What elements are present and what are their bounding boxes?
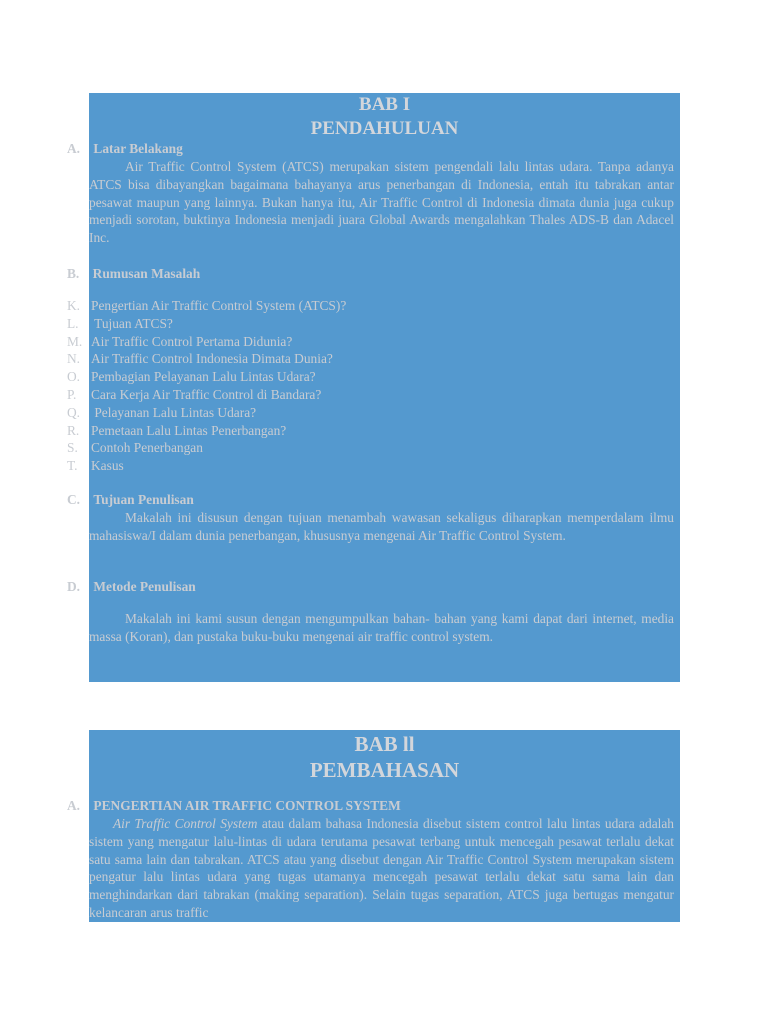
rumusan-item-text: Pemetaan Lalu Lintas Penerbangan? xyxy=(91,422,287,438)
rumusan-item xyxy=(67,297,346,315)
section-a-heading xyxy=(67,140,183,158)
section-c-text: Makalah ini disusun dengan tujuan menambah wawasan sekaligus diharapkan memperdalam ilmu mahasiswa/I dalam dunia penerbangan, khususnya mengenai Air Traffic Control System. xyxy=(89,510,674,543)
rumusan-item-letter: S. xyxy=(67,440,78,456)
section-c-letter: C. xyxy=(67,492,81,507)
rumusan-item xyxy=(67,368,316,386)
rumusan-item-letter: T. xyxy=(67,458,78,474)
rumusan-item xyxy=(67,404,256,422)
bab2-section-a-letter: A. xyxy=(67,798,81,813)
bab2-section-a-body: atau dalam bahasa Indonesia disebut sistem control lalu lintas udara adalah sistem yang mengatur lalu-lintas di udara terutama pesawat terbang untuk mencegah pesawat terlalu dekat satu sama lain dan tabrakan. ATCS atau yang disebut dengan Air Traffic Control System merupakan sistem pengatur lalu lintas udara yang tugas utamanya mencegah pesawat terlalu dekat satu sama lain dan menghindarkan dari tabrakan (making separation). Selain tugas separation, ATCS juga bertugas mengatur kelancaran arus traffic xyxy=(89,816,674,920)
rumusan-item-text: Air Traffic Control Pertama Didunia? xyxy=(91,333,293,349)
rumusan-item-letter: K. xyxy=(67,298,81,313)
rumusan-item xyxy=(67,350,333,368)
section-a-title: Latar Belakang xyxy=(93,141,183,156)
rumusan-item-letter: P. xyxy=(67,387,77,402)
section-d-heading xyxy=(67,578,196,596)
rumusan-item-text: Cara Kerja Air Traffic Control di Bandara? xyxy=(91,387,322,402)
rumusan-item-text: Kasus xyxy=(91,458,124,474)
section-b-heading xyxy=(67,265,200,283)
bab2-label: BAB ll xyxy=(354,732,415,756)
rumusan-item-letter: Q. xyxy=(67,404,81,420)
bab2-section-a-text xyxy=(89,815,674,921)
rumusan-item-text: Tujuan ATCS? xyxy=(91,315,173,331)
rumusan-item xyxy=(67,333,292,351)
rumusan-item xyxy=(67,422,286,440)
section-c-heading xyxy=(67,491,194,509)
bab1-label: BAB I xyxy=(358,94,411,115)
rumusan-item-letter: N. xyxy=(67,351,81,367)
bab1-title: PENDAHULUAN xyxy=(310,118,459,139)
section-c-title: Tujuan Penulisan xyxy=(93,492,194,507)
section-a-letter: A. xyxy=(67,141,81,156)
rumusan-item xyxy=(67,386,321,404)
rumusan-item-letter: O. xyxy=(67,369,81,385)
rumusan-item-text: Pembagian Pelayanan Lalu Lintas Udara? xyxy=(91,369,316,385)
rumusan-item-text: Air Traffic Control Indonesia Dimata Dunia? xyxy=(91,351,333,367)
italic-term: Air Traffic Control System xyxy=(113,816,258,831)
rumusan-item xyxy=(67,315,173,333)
rumusan-item xyxy=(67,439,203,457)
rumusan-item-text: Pengertian Air Traffic Control System (ATCS)? xyxy=(91,298,347,313)
section-b-title: Rumusan Masalah xyxy=(92,266,201,281)
section-d-title: Metode Penulisan xyxy=(93,579,196,594)
section-d-letter: D. xyxy=(67,579,81,594)
rumusan-item-text: Pelayanan Lalu Lintas Udara? xyxy=(91,404,257,420)
section-b-letter: B. xyxy=(67,266,80,281)
bab2-title: PEMBAHASAN xyxy=(309,758,460,782)
rumusan-item-letter: M. xyxy=(67,333,83,349)
bab2-section-a-title: PENGERTIAN AIR TRAFFIC CONTROL SYSTEM xyxy=(93,798,401,813)
rumusan-item-text: Contoh Penerbangan xyxy=(91,440,203,456)
rumusan-item-letter: R. xyxy=(67,422,80,438)
rumusan-item-letter: L. xyxy=(67,315,79,331)
section-a-text: Air Traffic Control System (ATCS) merupakan sistem pengendali lalu lintas udara. Tanpa adanya ATCS bisa dibayangkan bagaimana bahayanya arus penerbangan di Indonesia, entah itu tabrakan antar pesawat maupun yang lainnya. Bukan hanya itu, Air Traffic Control di Indonesia dimata dunia juga cukup menjadi sorotan, buktinya Indonesia menjadi juara Global Awards mengalahkan Thales ADS-B dan Adacel Inc. xyxy=(89,159,674,246)
bab2-section-a-heading xyxy=(67,797,401,815)
section-d-text: Makalah ini kami susun dengan mengumpulkan bahan- bahan yang kami dapat dari internet, media massa (Koran), dan pustaka buku-buku mengenai air traffic control system. xyxy=(89,611,674,644)
rumusan-item xyxy=(67,457,124,475)
